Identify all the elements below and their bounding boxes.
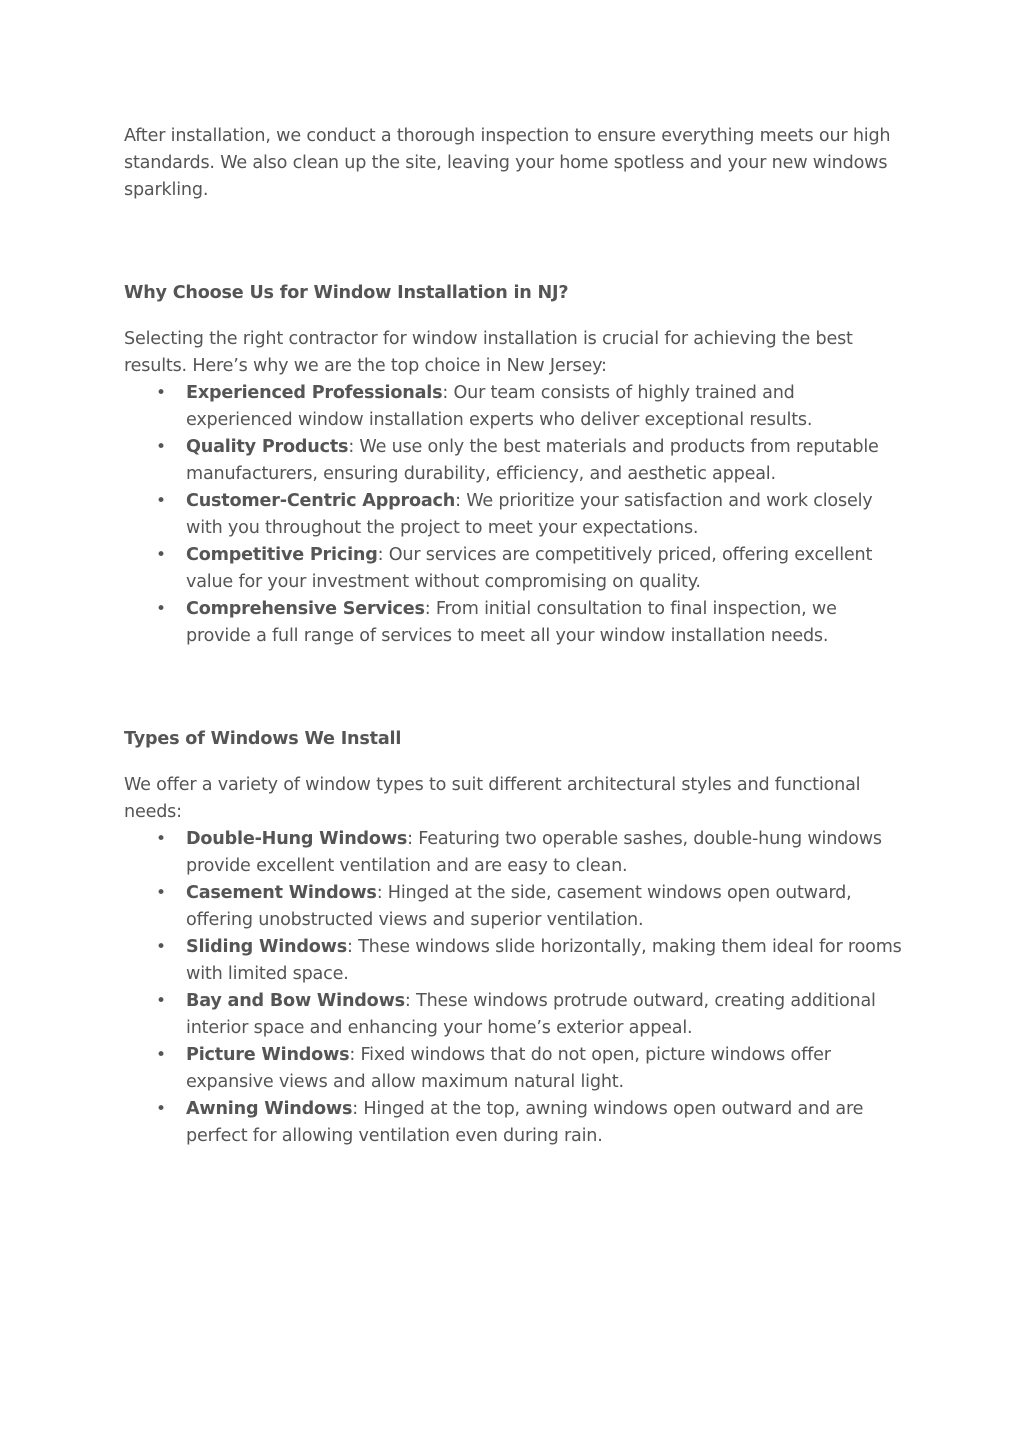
list-item: [124, 380, 904, 434]
types-of-windows-heading: Types of Windows We Install: [124, 729, 402, 749]
list-item-text: : Our team consists of highly trained and experienced window installation experts who deliver exceptional results.: [186, 383, 813, 430]
bullet-icon: •: [156, 883, 166, 903]
list-item-term: Comprehensive Services: [186, 599, 425, 619]
list-item: [124, 1042, 904, 1096]
list-item-text: : We use only the best materials and products from reputable manufacturers, ensuring durability, efficiency, and aesthetic appeal.: [186, 437, 879, 484]
list-item-term: Customer-Centric Approach: [186, 491, 456, 511]
list-item: [124, 934, 904, 988]
list-item-term: Awning Windows: [186, 1099, 353, 1119]
list-item-term: Competitive Pricing: [186, 545, 378, 565]
list-item-term: Casement Windows: [186, 883, 377, 903]
why-choose-us-list: [124, 380, 904, 650]
types-of-windows-intro: We offer a variety of window types to suit different architectural styles and functional needs:: [124, 775, 861, 822]
list-item: [124, 826, 904, 880]
bullet-icon: •: [156, 1045, 166, 1065]
list-item-text: : Hinged at the side, casement windows open outward, offering unobstructed views and superior ventilation.: [186, 883, 852, 930]
bullet-icon: •: [156, 491, 166, 511]
list-item: [124, 434, 904, 488]
bullet-icon: •: [156, 599, 166, 619]
list-item-term: Quality Products: [186, 437, 349, 457]
document-page: [124, 123, 904, 1150]
list-item: [124, 596, 904, 650]
list-item: [124, 988, 904, 1042]
list-item-text: : These windows slide horizontally, making them ideal for rooms with limited space.: [186, 937, 902, 984]
list-item-text: : Fixed windows that do not open, picture windows offer expansive views and allow maximum natural light.: [186, 1045, 831, 1092]
list-item-text: : Featuring two operable sashes, double-hung windows provide excellent ventilation and are easy to clean.: [186, 829, 882, 876]
bullet-icon: •: [156, 829, 166, 849]
why-choose-us-intro: Selecting the right contractor for window installation is crucial for achieving the best results. Here’s why we are the top choice in New Jersey:: [124, 329, 853, 376]
bullet-icon: •: [156, 545, 166, 565]
list-item-term: Sliding Windows: [186, 937, 347, 957]
list-item-term: Picture Windows: [186, 1045, 350, 1065]
intro-paragraph: After installation, we conduct a thorough inspection to ensure everything meets our high standards. We also clean up the site, leaving your home spotless and your new windows sparkling.: [124, 126, 891, 200]
list-item: [124, 542, 904, 596]
list-item-text: : From initial consultation to final inspection, we provide a full range of services to meet all your window installation needs.: [186, 599, 837, 646]
list-item-term: Bay and Bow Windows: [186, 991, 405, 1011]
why-choose-us-heading: Why Choose Us for Window Installation in NJ?: [124, 283, 569, 303]
bullet-icon: •: [156, 991, 166, 1011]
list-item-term: Double-Hung Windows: [186, 829, 408, 849]
types-of-windows-list: [124, 826, 904, 1150]
list-item-text: : These windows protrude outward, creating additional interior space and enhancing your home’s exterior appeal.: [186, 991, 876, 1038]
bullet-icon: •: [156, 437, 166, 457]
list-item-text: : Our services are competitively priced, offering excellent value for your investment without compromising on quality.: [186, 545, 873, 592]
bullet-icon: •: [156, 383, 166, 403]
list-item: [124, 1096, 904, 1150]
list-item-text: : Hinged at the top, awning windows open outward and are perfect for allowing ventilation even during rain.: [186, 1099, 864, 1146]
list-item-text: : We prioritize your satisfaction and work closely with you throughout the project to meet your expectations.: [186, 491, 873, 538]
bullet-icon: •: [156, 1099, 166, 1119]
list-item: [124, 488, 904, 542]
bullet-icon: •: [156, 937, 166, 957]
list-item: [124, 880, 904, 934]
list-item-term: Experienced Professionals: [186, 383, 443, 403]
